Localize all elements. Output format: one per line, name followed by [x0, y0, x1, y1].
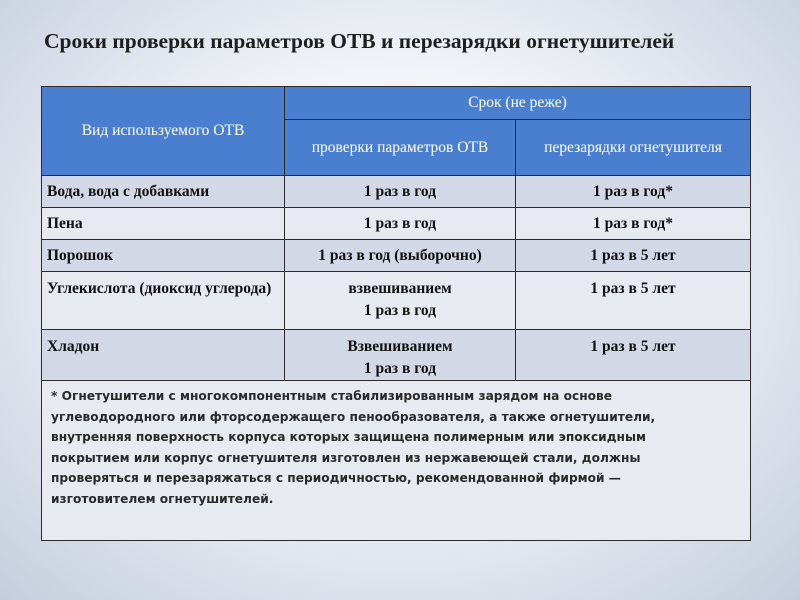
check-period-line-2: 1 раз в год — [363, 360, 437, 377]
recharge-period-cell: 1 раз в 5 лет — [516, 240, 751, 272]
check-period-cell — [285, 272, 516, 330]
agent-type-cell: Порошок — [42, 240, 285, 272]
recharge-period-cell: 1 раз в 5 лет — [516, 272, 751, 330]
table-row — [42, 176, 751, 208]
header-recharge: перезарядки огнетушителя — [516, 120, 751, 176]
check-period-line-2: 1 раз в год — [363, 302, 437, 319]
table-row — [42, 208, 751, 240]
check-period-cell — [285, 330, 516, 381]
agent-type-cell: Пена — [42, 208, 285, 240]
recharge-period-cell: 1 раз в год* — [516, 176, 751, 208]
footnote-text: * Огнетушители с многокомпонентным стабилизированным зарядом на основе углеводородного или фторсодержащего пенообразователя, а также огнетушители, внутренняя поверхность корпуса которых защищена полимерным или эпоксидным покрытием или корпус огнетушителя изготовлен из нержавеющей стали, должны проверяться и перезаряжаться с периодичностью, рекомендованной фирмой — изготовителем огнетушителей. — [51, 389, 656, 506]
page-title: Сроки проверки параметров ОТВ и перезарядки огнетушителей — [44, 29, 675, 53]
agent-type-cell: Вода, вода с добавками — [42, 176, 285, 208]
check-period-cell: 1 раз в год — [285, 208, 516, 240]
table-row — [42, 330, 751, 381]
check-period-line-1: Взвешиванием — [347, 338, 453, 355]
footnote-cell — [42, 381, 751, 541]
recharge-period-cell: 1 раз в 5 лет — [516, 330, 751, 381]
table-row — [42, 272, 751, 330]
header-extinguishing-agent-type: Вид используемого ОТВ — [42, 87, 285, 176]
inspection-table — [41, 86, 751, 541]
footnote-row — [42, 381, 751, 541]
header-parameter-check: проверки параметров ОТВ — [285, 120, 516, 176]
table-row — [42, 240, 751, 272]
check-period-cell: 1 раз в год — [285, 176, 516, 208]
agent-type-cell: Хладон — [42, 330, 285, 381]
check-period-cell: 1 раз в год (выборочно) — [285, 240, 516, 272]
header-term-group: Срок (не реже) — [285, 87, 751, 120]
agent-type-cell: Углекислота (диоксид углерода) — [42, 272, 285, 330]
check-period-line-1: взвешиванием — [348, 280, 452, 297]
recharge-period-cell: 1 раз в год* — [516, 208, 751, 240]
